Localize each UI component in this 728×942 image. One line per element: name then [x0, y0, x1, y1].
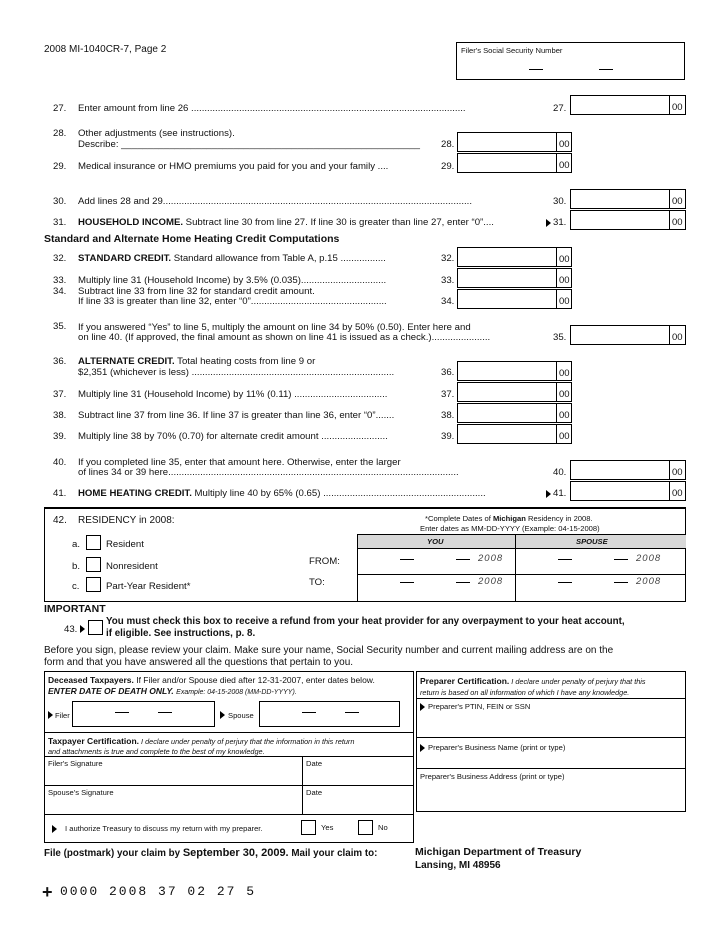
line-40-ref: 40.	[553, 467, 567, 478]
line-33-text: Multiply line 31 (Household Income) by 3.5% (0.035)................................	[78, 275, 387, 286]
line-43-text-1: You must check this box to receive a refund from your heat provider for any overpayment to your heat account,	[106, 616, 625, 627]
spouse-to-year: 2008	[636, 576, 662, 587]
residency-note-1a: *Complete Dates of	[425, 514, 493, 523]
line-37-cents: 00	[559, 389, 570, 400]
line-36-bold: ALTERNATE CREDIT.	[78, 356, 175, 367]
line-40-cents: 00	[672, 467, 683, 478]
preparer-cert-line-1	[420, 676, 646, 687]
you-to-date[interactable]	[358, 575, 514, 600]
line-31-text	[78, 217, 494, 228]
you-from-date[interactable]	[358, 548, 514, 573]
authorize-yes-label: Yes	[321, 823, 334, 832]
arrow-right-icon	[80, 625, 85, 633]
line-34-ref: 34.	[441, 296, 455, 307]
line-33-input[interactable]	[457, 268, 572, 288]
line-28-text-1: Other adjustments (see instructions).	[78, 128, 235, 139]
line-39-ref: 39.	[441, 431, 455, 442]
file-by-text	[44, 848, 377, 859]
filer-date-field[interactable]	[303, 757, 413, 785]
spouse-signature-field[interactable]	[45, 786, 302, 814]
file-by-deadline: September 30, 2009.	[182, 847, 289, 859]
opt-a-label: Resident	[106, 539, 144, 550]
line-34-input[interactable]	[457, 289, 572, 309]
you-from-year: 2008	[478, 553, 504, 564]
mail-address-2: Lansing, MI 48956	[415, 860, 501, 871]
residency-header-bar	[357, 534, 686, 549]
line-35-text-1: If you answered “Yes” to line 5, multiply the amount on line 34 by 50% (0.50). Enter here and	[78, 322, 471, 333]
arrow-right-icon	[546, 219, 551, 227]
from-label: FROM:	[309, 556, 340, 567]
line-28-input[interactable]	[457, 132, 572, 152]
filer-death-date[interactable]	[72, 701, 215, 727]
line-39-number: 39.	[53, 431, 67, 442]
line-43-text-2: if eligible. See instructions, p. 8.	[106, 628, 256, 639]
spouse-from-year: 2008	[636, 553, 662, 564]
line-36-number: 36.	[53, 356, 67, 367]
line-36-cents: 00	[559, 368, 570, 379]
line-29-cents: 00	[559, 160, 570, 171]
spouse-date-label: Date	[306, 788, 323, 797]
authorize-yes-checkbox[interactable]	[301, 820, 316, 835]
line-27-cents: 00	[672, 102, 683, 113]
line-33-ref: 33.	[441, 275, 455, 286]
line-34-number: 34.	[53, 286, 67, 297]
line-36-input[interactable]	[457, 361, 572, 381]
arrow-right-icon	[52, 825, 57, 833]
line-41-number: 41.	[53, 488, 67, 499]
line-32-cents: 00	[559, 254, 570, 265]
to-label: TO:	[309, 577, 325, 588]
line-35-cents: 00	[672, 332, 683, 343]
line-36-desc: Total heating costs from line 9 or	[174, 356, 316, 367]
line-39-text: Multiply line 38 by 70% (0.70) for alternate credit amount .........................	[78, 431, 388, 442]
line-38-text: Subtract line 37 from line 36. If line 37 is greater than line 36, enter “0”.......	[78, 410, 395, 421]
residency-note-1b: Michigan	[492, 514, 526, 523]
line-31-bold: HOUSEHOLD INCOME.	[78, 217, 184, 228]
line-27-text: Enter amount from line 26 .......................................................................................................	[78, 103, 466, 114]
mail-address-1: Michigan Department of Treasury	[415, 846, 582, 858]
preparer-business-name-field[interactable]	[417, 738, 685, 768]
line-31-number: 31.	[53, 217, 67, 228]
authorize-no-checkbox[interactable]	[358, 820, 373, 835]
line-28-text-2: Describe: ________________________________________________________	[78, 139, 420, 150]
line-27-ref: 27.	[553, 103, 567, 114]
line-38-cents: 00	[559, 410, 570, 421]
deceased-example: Example: 04-15-2008 (MM-DD-YYYY).	[176, 689, 297, 696]
line-41-text	[78, 488, 486, 499]
line-38-number: 38.	[53, 410, 67, 421]
opt-b: b.	[72, 561, 81, 572]
filer-signature-label: Filer's Signature	[48, 759, 103, 768]
deceased-enter-bold: ENTER DATE OF DEATH ONLY.	[48, 686, 174, 696]
line-40-input[interactable]	[570, 460, 686, 480]
spouse-from-date[interactable]	[516, 548, 685, 573]
line-41-ref: 41.	[553, 488, 567, 499]
residency-number: 42.	[53, 515, 67, 526]
before-sign-2: form and that you have answered all the questions that pertain to you.	[44, 657, 354, 668]
line-29-input[interactable]	[457, 153, 572, 173]
line-34-text-2: If line 33 is greater than line 32, enter “0”...................................................	[78, 296, 387, 307]
line-31-input[interactable]	[570, 210, 686, 230]
line-38-ref: 38.	[441, 410, 455, 421]
opt-a: a.	[72, 539, 81, 550]
arrow-right-icon	[220, 711, 225, 719]
line-28-number: 28.	[53, 128, 67, 139]
preparer-cert-text-1: I declare under penalty of perjury that this	[509, 677, 646, 686]
line-29-ref: 29.	[441, 161, 455, 172]
line-33-cents: 00	[559, 275, 570, 286]
line-35-text-2: on line 40. (If approved, the final amount as shown on line 41 is issued as a check.)......................	[78, 332, 491, 343]
filer-death-label: Filer	[55, 711, 70, 720]
line-38-input[interactable]	[457, 403, 572, 423]
line-35-ref: 35.	[553, 332, 567, 343]
filer-ssn-label: Filer's Social Security Number	[461, 46, 563, 55]
line-31-desc: Subtract line 30 from line 27. If line 30 is greater than line 27, enter “0”....	[183, 217, 494, 228]
line-41-desc: Multiply line 40 by 65% (0.65) .............................................................	[191, 488, 486, 499]
opt-c-label: Part-Year Resident*	[106, 581, 191, 592]
deceased-title	[48, 675, 375, 686]
important-title: IMPORTANT	[44, 603, 106, 615]
line-30-ref: 30.	[553, 196, 567, 207]
line-37-number: 37.	[53, 389, 67, 400]
line-35-number: 35.	[53, 321, 67, 332]
residency-note-2: Enter dates as MM-DD-YYYY (Example: 04-15-2008)	[420, 524, 600, 533]
file-by-mail: Mail your claim to:	[288, 848, 378, 859]
opt-b-label: Nonresident	[106, 561, 158, 572]
resident-checkbox[interactable]	[86, 535, 101, 550]
deceased-text: If Filer and/or Spouse died after 12-31-2007, enter dates below.	[133, 675, 375, 685]
filer-date-label: Date	[306, 759, 323, 768]
line-32-input[interactable]	[457, 247, 572, 267]
line-41-bold: HOME HEATING CREDIT.	[78, 488, 192, 499]
line-30-text: Add lines 28 and 29....................................................................................................................	[78, 196, 473, 207]
scan-code: 0000 2008 37 02 27 5	[60, 884, 257, 899]
line-32-number: 32.	[53, 253, 67, 264]
arrow-right-icon	[546, 490, 551, 498]
line-33-number: 33.	[53, 275, 67, 286]
line-37-input[interactable]	[457, 382, 572, 402]
preparer-ptin-label: Preparer's PTIN, FEIN or SSN	[428, 702, 531, 711]
line-35-input[interactable]	[570, 325, 686, 345]
line-30-number: 30.	[53, 196, 67, 207]
line-31-ref: 31.	[553, 217, 567, 228]
line-27-number: 27.	[53, 103, 67, 114]
line-36-text-2: $2,351 (whichever is less) ............................................................................	[78, 367, 395, 378]
arrow-right-icon	[420, 744, 425, 752]
line-30-input[interactable]	[570, 189, 686, 209]
plus-mark: +	[42, 882, 53, 902]
line-32-ref: 32.	[441, 253, 455, 264]
line-41-input[interactable]	[570, 481, 686, 501]
line-28-ref: 28.	[441, 139, 455, 150]
line-30-cents: 00	[672, 196, 683, 207]
refund-heat-provider-checkbox[interactable]	[88, 620, 103, 635]
line-37-text: Multiply line 31 (Household Income) by 11% (0.11) ...................................	[78, 389, 388, 400]
authorize-no-label: No	[378, 823, 388, 832]
residency-note-1	[425, 514, 593, 523]
taxpayer-cert-text-2: and attachments is true and complete to the best of my knowledge.	[48, 747, 265, 756]
line-40-number: 40.	[53, 457, 67, 468]
line-28-cents: 00	[559, 139, 570, 150]
spouse-date-field[interactable]	[303, 786, 413, 814]
arrow-right-icon	[48, 711, 53, 719]
line-34-cents: 00	[559, 296, 570, 307]
part-year-resident-checkbox[interactable]	[86, 577, 101, 592]
preparer-ptin-field[interactable]	[417, 699, 685, 737]
filer-signature-field[interactable]	[45, 757, 302, 785]
line-36-ref: 36.	[441, 367, 455, 378]
spouse-to-date[interactable]	[516, 575, 685, 600]
line-39-input[interactable]	[457, 424, 572, 444]
line-32-desc: Standard allowance from Table A, p.15 .................	[171, 253, 386, 264]
residency-title: RESIDENCY in 2008:	[78, 515, 175, 526]
form-id: 2008 MI-1040CR-7, Page 2	[44, 44, 167, 55]
authorize-text: I authorize Treasury to discuss my return with my preparer.	[65, 824, 263, 833]
col-you: YOU	[427, 537, 444, 546]
deceased-enter	[48, 686, 297, 698]
section-title: Standard and Alternate Home Heating Credit Computations	[44, 233, 340, 245]
preparer-cert-text-2: return is based on all information of which I have any knowledge.	[420, 688, 630, 697]
line-39-cents: 00	[559, 431, 570, 442]
col-spouse: SPOUSE	[576, 537, 608, 546]
line-27-input[interactable]	[570, 95, 686, 115]
preparer-business-name-label: Preparer's Business Name (print or type)	[428, 743, 566, 752]
spouse-signature-label: Spouse's Signature	[48, 788, 114, 797]
spouse-death-date[interactable]	[259, 701, 400, 727]
line-36-text-1	[78, 356, 315, 367]
preparer-cert-title: Preparer Certification.	[420, 676, 510, 686]
preparer-business-address-field[interactable]	[417, 769, 685, 811]
spouse-death-label: Spouse	[228, 711, 254, 720]
line-29-number: 29.	[53, 161, 67, 172]
line-37-ref: 37.	[441, 389, 455, 400]
before-sign-1: Before you sign, please review your claim. Make sure your name, Social Security number and current mailing address are on the	[44, 645, 614, 656]
arrow-right-icon	[420, 703, 425, 711]
taxpayer-cert-title: Taxpayer Certification.	[48, 736, 140, 746]
deceased-title-bold: Deceased Taxpayers.	[48, 675, 134, 685]
taxpayer-cert-text-1: I declare under penalty of perjury that the information in this return	[139, 737, 355, 746]
nonresident-checkbox[interactable]	[86, 557, 101, 572]
opt-c: c.	[72, 581, 80, 592]
line-40-text-2: of lines 34 or 39 here.............................................................................................................	[78, 467, 459, 478]
line-31-cents: 00	[672, 217, 683, 228]
residency-note-1c: Residency in 2008.	[525, 514, 593, 523]
line-34-text-1: Subtract line 33 from line 32 for standard credit amount.	[78, 286, 315, 297]
line-41-cents: 00	[672, 488, 683, 499]
line-43-number: 43.	[64, 624, 78, 635]
file-by-text-a: File (postmark) your claim by	[44, 848, 183, 859]
you-to-year: 2008	[478, 576, 504, 587]
line-32-text	[78, 253, 386, 264]
preparer-business-address-label: Preparer's Business Address (print or type)	[420, 772, 565, 781]
line-29-text: Medical insurance or HMO premiums you paid for you and your family ....	[78, 161, 389, 172]
filer-ssn-box[interactable]	[456, 42, 685, 80]
line-32-bold: STANDARD CREDIT.	[78, 253, 172, 264]
line-40-text-1: If you completed line 35, enter that amount here. Otherwise, enter the larger	[78, 457, 401, 468]
